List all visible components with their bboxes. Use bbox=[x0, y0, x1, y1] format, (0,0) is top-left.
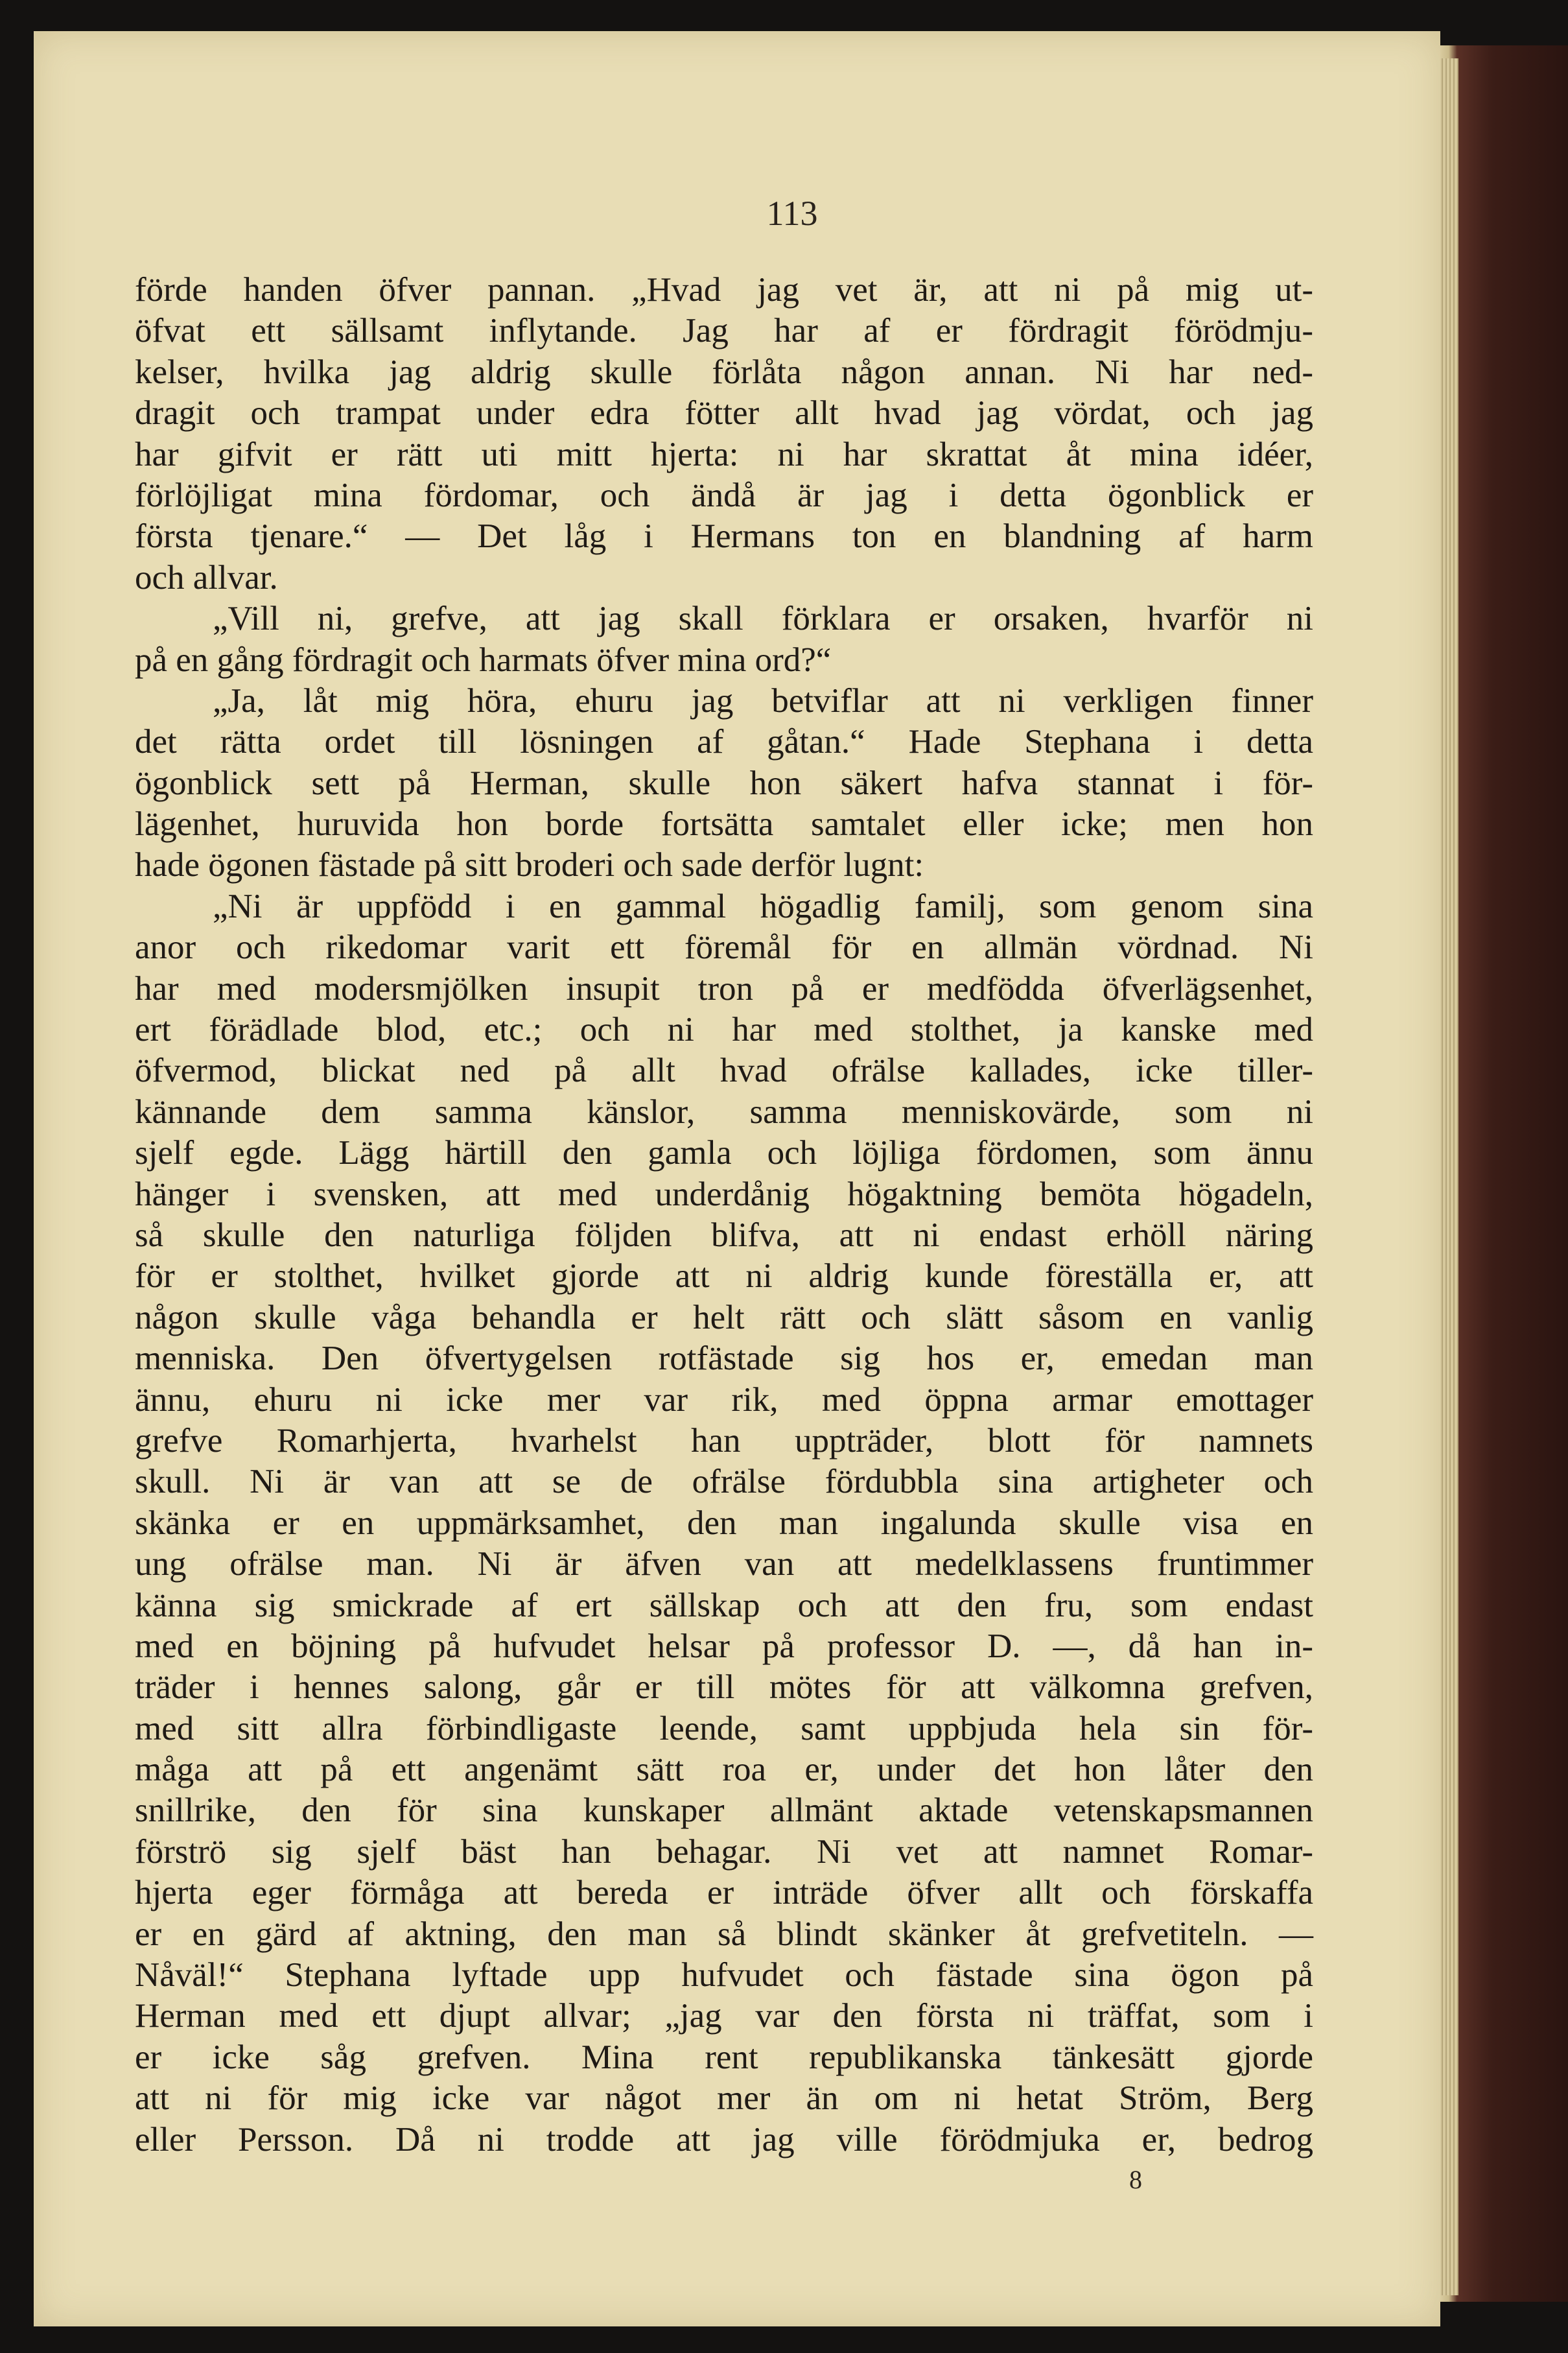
text-line: hjerta eger förmåga att bereda er inträde öfver allt och förskaffa bbox=[135, 1874, 1313, 1912]
text-line: ännu, ehuru ni icke mer var rik, med öppna armar emottager bbox=[135, 1380, 1313, 1419]
text-line: skull. Ni är van att se de ofrälse fördubbla sina artigheter och bbox=[135, 1463, 1313, 1501]
text-line: Nåväl!“ Stephana lyftade upp hufvudet och fästade sina ögon på bbox=[135, 1956, 1313, 1994]
text-line: känna sig smickrade af ert sällskap och att den fru, som endast bbox=[135, 1586, 1313, 1624]
text-line: öfvat ett sällsamt inflytande. Jag har af er fördragit förödmju- bbox=[135, 312, 1313, 350]
text-line: er en gärd af aktning, den man så blindt skänker åt grefvetiteln. — bbox=[135, 1915, 1313, 1953]
text-line: förlöjligat mina fördomar, och ändå är jag i detta ögonblick er bbox=[135, 476, 1313, 514]
text-line: någon skulle våga behandla er helt rätt och slätt såsom en vanlig bbox=[135, 1298, 1313, 1336]
body-text bbox=[135, 270, 1313, 2160]
text-line: med sitt allra förbindligaste leende, samt uppbjuda hela sin för- bbox=[135, 1709, 1313, 1747]
text-line: er icke såg grefven. Mina rent republikanska tänkesätt gjorde bbox=[135, 2038, 1313, 2076]
text-line: förde handen öfver pannan. „Hvad jag vet är, att ni på mig ut- bbox=[135, 271, 1313, 309]
text-line: snillrike, den för sina kunskaper allmänt aktade vetenskapsmannen bbox=[135, 1791, 1313, 1830]
text-line: Herman med ett djupt allvar; „jag var den första ni träffat, som i bbox=[135, 1997, 1313, 2035]
text-line: kelser, hvilka jag aldrig skulle förlåta någon annan. Ni har ned- bbox=[135, 353, 1313, 391]
text-line: och allvar. bbox=[135, 558, 278, 597]
text-line: „Vill ni, grefve, att jag skall förklara er orsaken, hvarför ni bbox=[213, 600, 1313, 638]
text-line: dragit och trampat under edra fötter allt hvad jag vördat, och jag bbox=[135, 394, 1313, 432]
text-line: öfvermod, blickat ned på allt hvad ofrälse kallades, icke tiller- bbox=[135, 1052, 1313, 1090]
book-page bbox=[34, 31, 1440, 2326]
text-line: förströ sig sjelf bäst han behagar. Ni vet att namnet Romar- bbox=[135, 1832, 1313, 1871]
text-line: har gifvit er rätt uti mitt hjerta: ni har skrattat åt mina idéer, bbox=[135, 435, 1313, 473]
text-line: har med modersmjölken insupit tron på er medfödda öfverlägsenhet, bbox=[135, 969, 1313, 1008]
text-line: grefve Romarhjerta, hvarhelst han uppträder, blott för namnets bbox=[135, 1421, 1313, 1460]
text-line: måga att på ett angenämt sätt roa er, under det hon låter den bbox=[135, 1751, 1313, 1789]
text-line: träder i hennes salong, går er till mötes för att välkomna grefven, bbox=[135, 1668, 1313, 1707]
text-line: så skulle den naturliga följden blifva, att ni endast erhöll näring bbox=[135, 1216, 1313, 1254]
text-line: det rätta ordet till lösningen af gåtan.“ Hade Stephana i detta bbox=[135, 723, 1313, 761]
text-line: med en böjning på hufvudet helsar på professor D. —, då han in- bbox=[135, 1627, 1313, 1665]
text-line: „Ni är uppfödd i en gammal högadlig familj, som genom sina bbox=[213, 887, 1313, 925]
text-line: „Ja, låt mig höra, ehuru jag betviflar att ni verkligen finner bbox=[213, 681, 1313, 720]
text-line: ögonblick sett på Herman, skulle hon säkert hafva stannat i för- bbox=[135, 764, 1313, 802]
text-line: för er stolthet, hvilket gjorde att ni aldrig kunde föreställa er, att bbox=[135, 1257, 1313, 1295]
text-line: på en gång fördragit och harmats öfver mina ord?“ bbox=[135, 641, 832, 679]
text-line: ert förädlade blod, etc.; och ni har med stolthet, ja kanske med bbox=[135, 1011, 1313, 1049]
text-line: hänger i svensken, att med underdånig högaktning bemöta högadeln, bbox=[135, 1175, 1313, 1213]
text-line: första tjenare.“ — Det låg i Hermans ton en blandning af harm bbox=[135, 517, 1313, 556]
text-line: hade ögonen fästade på sitt broderi och sade derför lugnt: bbox=[135, 846, 924, 884]
text-line: skänka er en uppmärksamhet, den man ingalunda skulle visa en bbox=[135, 1504, 1313, 1542]
text-line: anor och rikedomar varit ett föremål för en allmän vördnad. Ni bbox=[135, 928, 1313, 967]
text-line: lägenhet, huruvida hon borde fortsätta samtalet eller icke; men hon bbox=[135, 805, 1313, 844]
text-line: menniska. Den öfvertygelsen rotfästade sig hos er, emedan man bbox=[135, 1340, 1313, 1378]
printer-signature-mark: 8 bbox=[1129, 2165, 1142, 2194]
text-line: sjelf egde. Lägg härtill den gamla och löjliga fördomen, som ännu bbox=[135, 1134, 1313, 1172]
text-line: ung ofrälse man. Ni är äfven van att medelklassens fruntimmer bbox=[135, 1545, 1313, 1583]
text-line: att ni för mig icke var något mer än om ni hetat Ström, Berg bbox=[135, 2079, 1313, 2118]
text-line: eller Persson. Då ni trodde att jag ville förödmjuka er, bedrog bbox=[135, 2120, 1313, 2158]
text-line: kännande dem samma känslor, samma menniskovärde, som ni bbox=[135, 1093, 1313, 1131]
page-number: 113 bbox=[766, 194, 818, 233]
